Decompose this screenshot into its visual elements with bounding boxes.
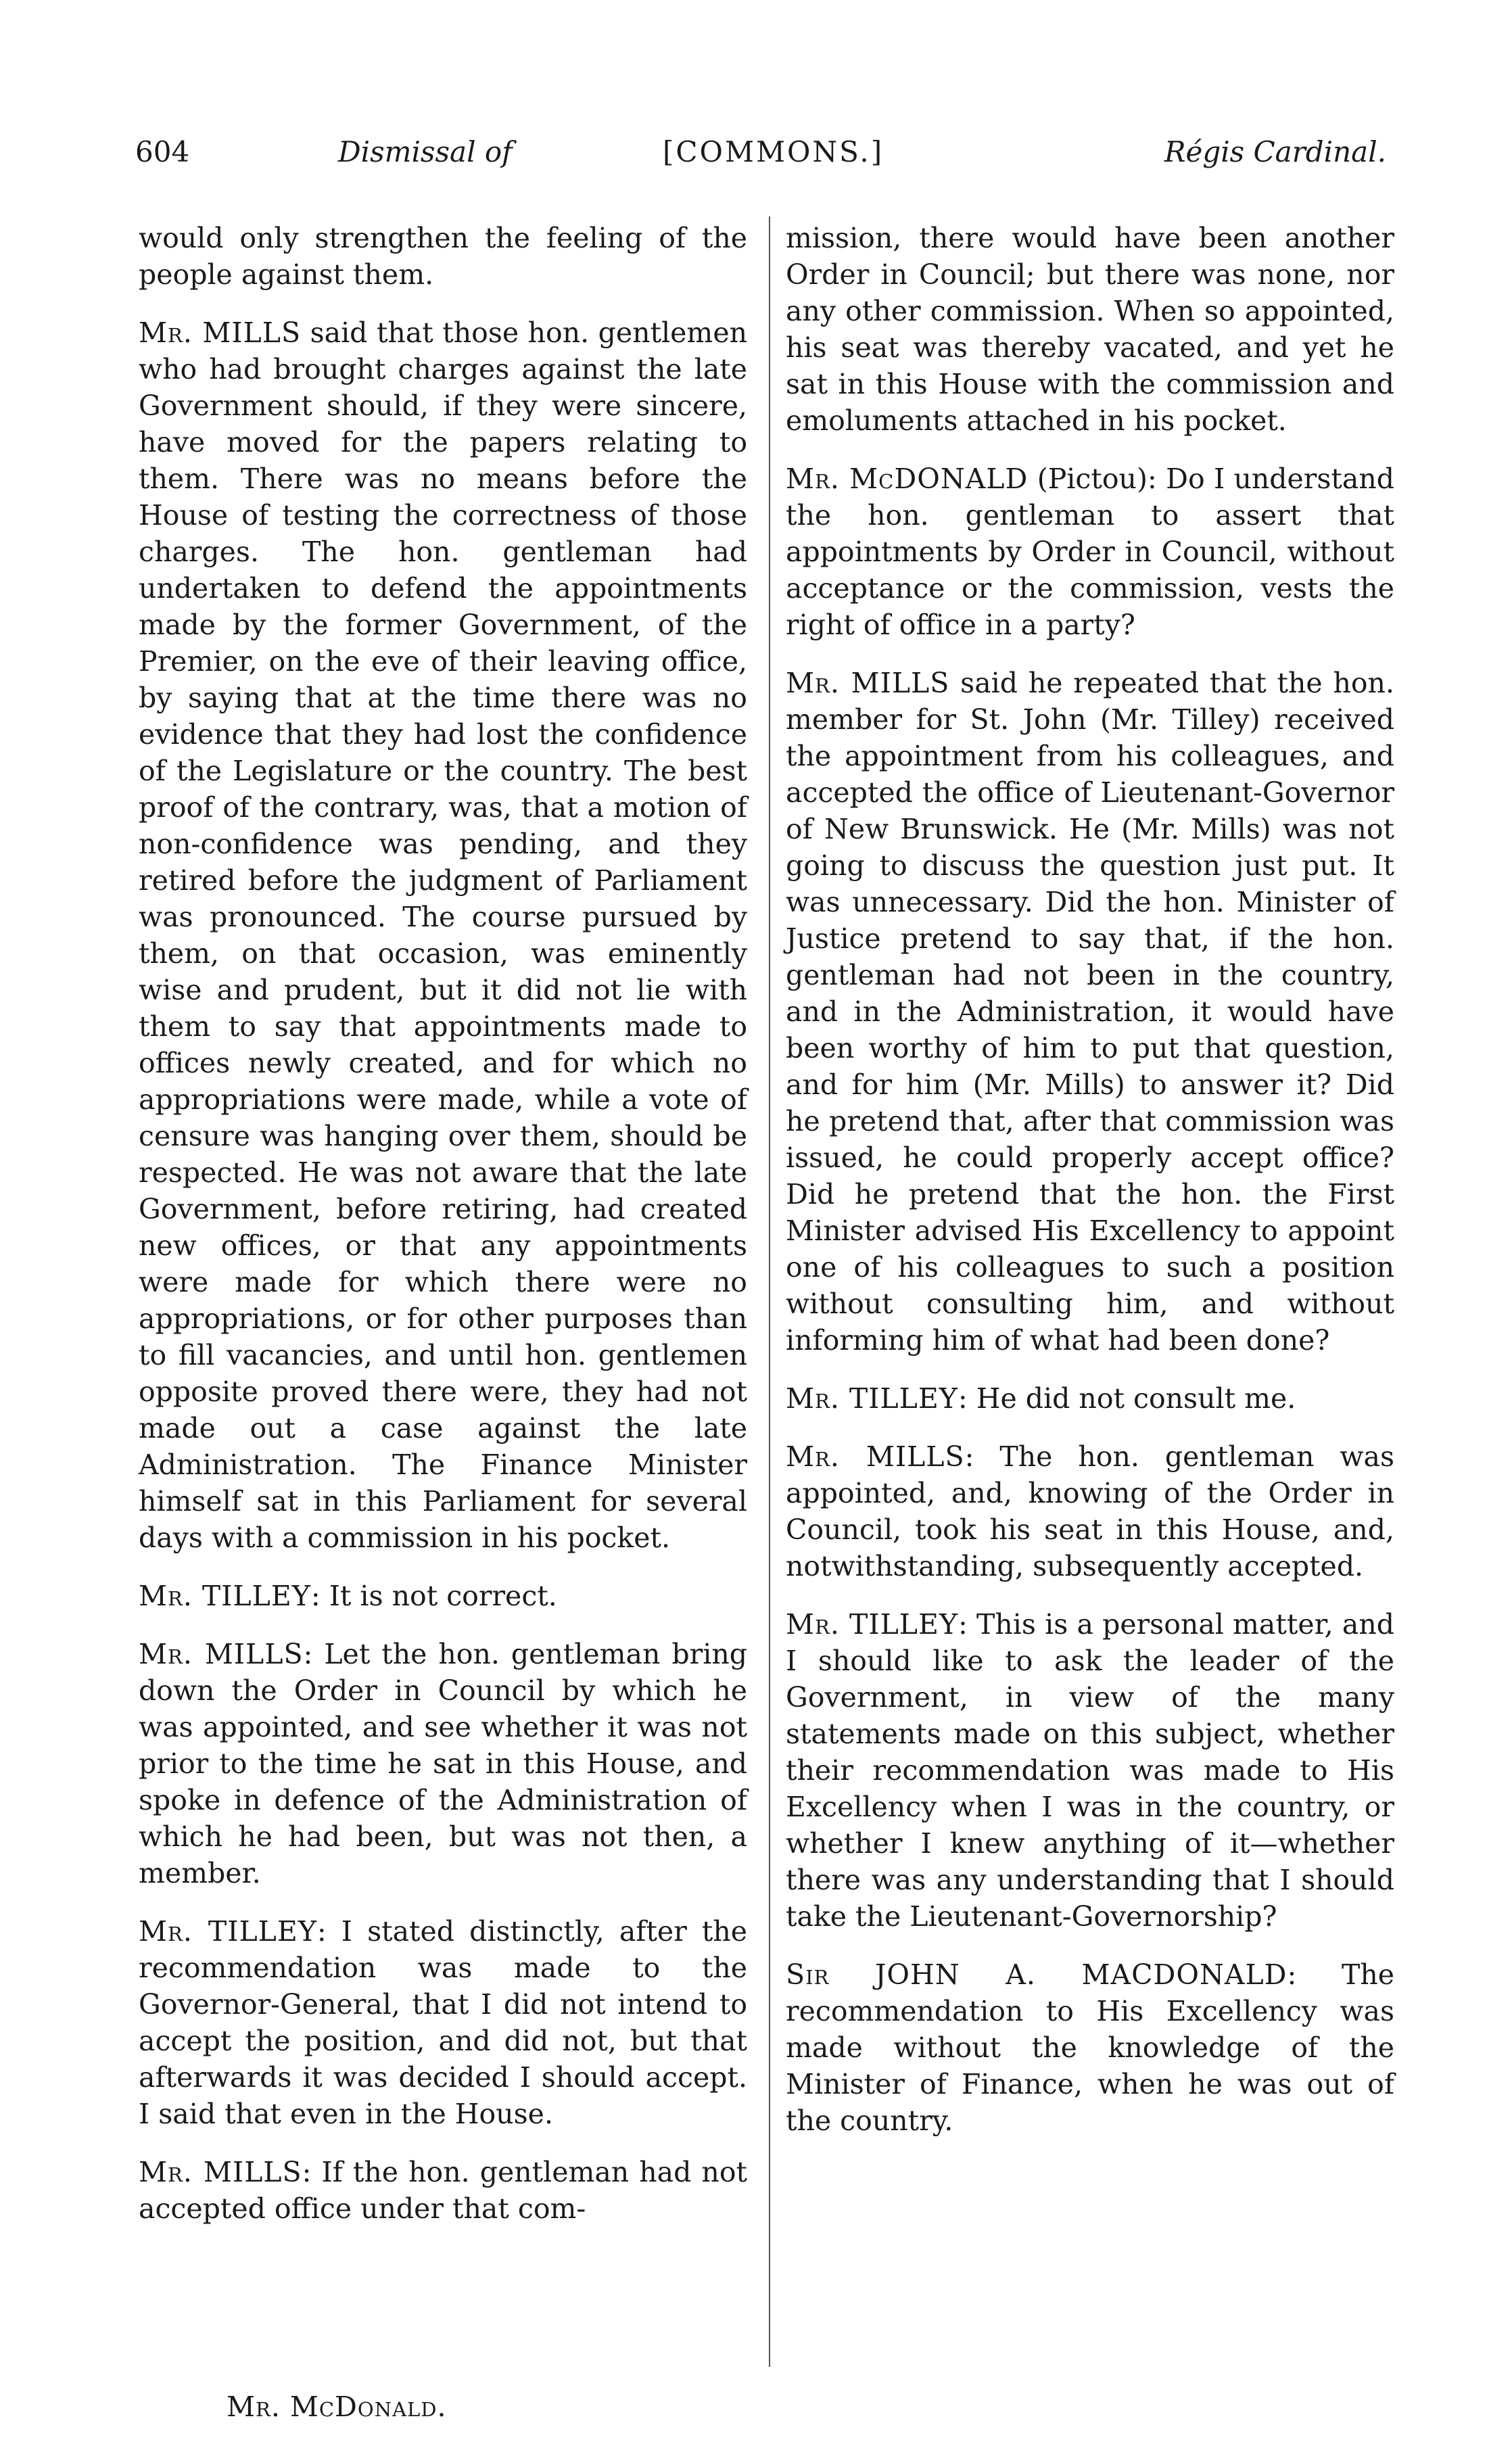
running-header bbox=[135, 135, 1386, 183]
paragraph-text: : I stated distinctly, after the recommendation was made to the Governor-General, that I did not intend to accept the position, and did not, but that afterwards it was decided I should accept. I said that even in the House. bbox=[139, 1915, 748, 2130]
paragraph bbox=[139, 2154, 747, 2227]
speaker-name: Mr. TILLEY bbox=[786, 1382, 958, 1415]
paragraph bbox=[139, 1578, 747, 1614]
header-center: [COMMONS.] bbox=[663, 135, 884, 168]
speaker-name: Mr. TILLEY bbox=[139, 1915, 317, 1948]
speaker-name: Sir JOHN A. MACDONALD bbox=[786, 1958, 1287, 1991]
paragraph bbox=[786, 665, 1394, 1359]
speaker-name: Mr. TILLEY bbox=[139, 1580, 311, 1612]
paragraph-text: said he repeated that the hon. member for St. John (Mr. Tilley) received the appointment from his colleagues, and accepted the office of Lieutenant-Governor of New Brunswick. He (Mr. Mills) was not going to discuss the question just put. It was unnecessary. Did the hon. Minister of Justice pretend to say that, if the hon. gentleman had not been in the country, and in the Administration, it would have been worthy of him to put that question, and for him (Mr. Mills) to answer it? Did he pretend that, after that commission was issued, he could properly accept office? Did he pretend that the hon. the First Minister advised His Excellency to appoint one of his colleagues to such a position without consulting him, and without informing him of what had been done? bbox=[786, 667, 1394, 1357]
paragraph-text: : Let the hon. gentleman bring down the Order in Council by which he was appointed, and see whether it was not prior to the time he sat in this House, and spoke in defence of the Administration of which he had been, but was not then, a member. bbox=[139, 1638, 747, 1889]
paragraph-text: : The recommendation to His Excellency was made without the knowledge of the Minister of Finance, when he was out of the country. bbox=[786, 1958, 1394, 2137]
speaker-name: Mr. MILLS bbox=[786, 667, 950, 699]
speaker-name: Mr. McDONALD bbox=[786, 463, 1029, 495]
paragraph-text: : It is not correct. bbox=[310, 1580, 557, 1612]
catchword: Mr. McDonald. bbox=[227, 2391, 447, 2423]
paragraph-text: : He did not consult me. bbox=[958, 1382, 1296, 1415]
paragraph-text: (Pictou): Do I understand the hon. gentleman to assert that appointments by Order in Council, without acceptance or the commission, vests the right of office in a party? bbox=[786, 463, 1394, 641]
paragraph bbox=[139, 1913, 747, 2132]
column-divider bbox=[769, 216, 770, 2367]
paragraph-text: said that those hon. gentlemen who had brought charges against the late Government should, if they were sincere, have moved for the papers relating to them. There was no means before the House of testing the correctness of those charges. The hon. gentleman had undertaken to defend the appointments made by the former Government, of the Premier, on the eve of their leaving office, by saying that at the time there was no evidence that they had lost the confidence of the Legislature or the country. The best proof of the contrary, was, that a motion of non-confidence was pending, and they retired before the judgment of Parliament was pronounced. The course pursued by them, on that occasion, was eminently wise and prudent, but it did not lie with them to say that appointments made to offices newly created, and for which no appropriations were made, while a vote of censure was hanging over them, should be respected. He was not aware that the late Government, before retiring, had created new offices, or that any appointments were made for which there were no appropriations, or for other purposes than to fill vacancies, and until hon. gentlemen opposite proved there were, they had not made out a case against the late Administration. The Finance Minister himself sat in this Parliament for several days with a commission in his pocket. bbox=[139, 316, 747, 1554]
header-right-title: Régis Cardinal. bbox=[1164, 135, 1386, 168]
paragraph bbox=[786, 1438, 1394, 1584]
page-number: 604 bbox=[135, 135, 190, 168]
right-column bbox=[786, 220, 1394, 2161]
paragraph bbox=[139, 314, 747, 1556]
paragraph bbox=[786, 220, 1394, 439]
header-left-title: Dismissal of bbox=[338, 135, 513, 168]
left-column bbox=[139, 220, 747, 2249]
paragraph bbox=[139, 1636, 747, 1891]
speaker-name: Mr. MILLS bbox=[139, 1638, 304, 1670]
paragraph bbox=[786, 461, 1394, 643]
speaker-name: Mr. TILLEY bbox=[786, 1608, 959, 1641]
paragraph-text: : If the hon. gentleman had not accepted office under that com- bbox=[139, 2156, 747, 2225]
paragraph bbox=[786, 1956, 1394, 2139]
speaker-name: Mr. MILLS bbox=[139, 2156, 302, 2188]
paragraph-text: : This is a personal matter, and I should like to ask the leader of the Government, in view of the many statements made on this subject, whether their recommendation was made to His Excellency when I was in the country, or whether I knew anything of it—whether there was any understanding that I should take the Lieutenant-Governorship? bbox=[786, 1608, 1394, 1933]
paragraph bbox=[786, 1606, 1394, 1935]
paragraph bbox=[139, 220, 747, 293]
paragraph bbox=[786, 1380, 1394, 1417]
paragraph-text: : The hon. gentleman was appointed, and, knowing of the Order in Council, took his seat in this House, and, notwithstanding, subsequently accepted. bbox=[786, 1440, 1395, 1582]
paragraph-text: mission, there would have been another Order in Council; but there was none, nor any other commission. When so appointed, his seat was thereby vacated, and yet he sat in this House with the commission and emoluments attached in his pocket. bbox=[786, 222, 1394, 437]
speaker-name: Mr. MILLS bbox=[786, 1440, 965, 1473]
paragraph-text: would only strengthen the feeling of the people against them. bbox=[139, 222, 747, 291]
speaker-name: Mr. MILLS bbox=[139, 316, 302, 349]
